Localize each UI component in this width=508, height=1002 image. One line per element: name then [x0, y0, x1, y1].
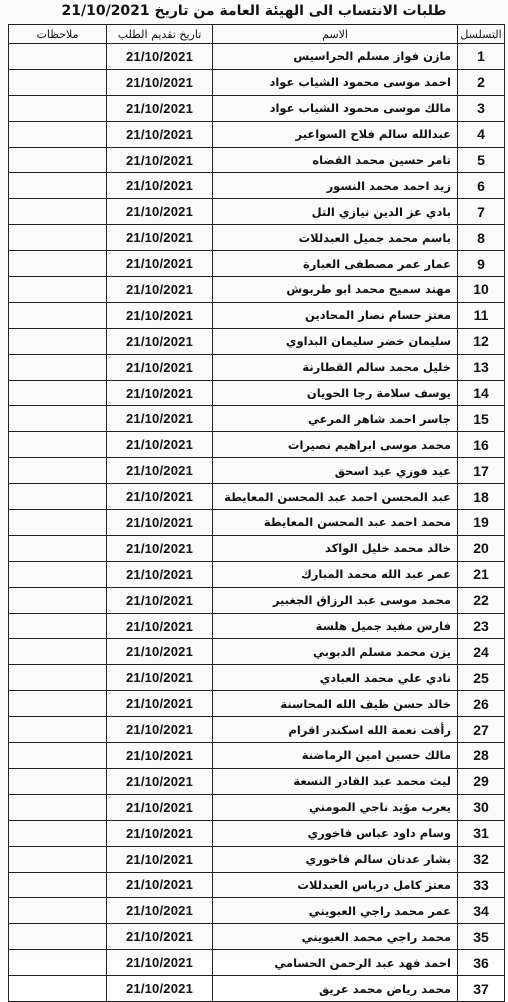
cell-name: عبدالله سالم فلاح السواعير — [213, 121, 458, 147]
cell-date: 21/10/2021 — [107, 95, 213, 121]
cell-name: مالك حسين امين الرماضنة — [213, 743, 458, 769]
cell-seq: 34 — [458, 898, 505, 924]
cell-date: 21/10/2021 — [107, 587, 213, 613]
cell-date: 21/10/2021 — [107, 251, 213, 277]
cell-seq: 15 — [458, 406, 505, 432]
cell-seq: 11 — [458, 302, 505, 328]
cell-notes — [9, 354, 107, 380]
cell-notes — [9, 251, 107, 277]
cell-name: عمار عمر مصطفى العبارة — [213, 251, 458, 277]
cell-date: 21/10/2021 — [107, 121, 213, 147]
table-row — [9, 95, 505, 121]
table-row — [9, 199, 505, 225]
cell-seq: 4 — [458, 121, 505, 147]
cell-date: 21/10/2021 — [107, 484, 213, 510]
cell-notes — [9, 484, 107, 510]
header-name: الاسم — [213, 25, 458, 44]
cell-notes — [9, 406, 107, 432]
cell-seq: 30 — [458, 794, 505, 820]
cell-name: نادي علي محمد العبادي — [213, 665, 458, 691]
cell-seq: 5 — [458, 147, 505, 173]
cell-name: مالك موسى محمود الشياب عواد — [213, 95, 458, 121]
cell-notes — [9, 95, 107, 121]
cell-notes — [9, 691, 107, 717]
cell-name: احمد موسى محمود الشياب عواد — [213, 69, 458, 95]
cell-name: فارس مفيد جميل هلسة — [213, 613, 458, 639]
table-header-row — [9, 25, 505, 44]
table-row — [9, 173, 505, 199]
cell-name: تامر حسين محمد القضاه — [213, 147, 458, 173]
cell-notes — [9, 302, 107, 328]
cell-notes — [9, 328, 107, 354]
cell-seq: 1 — [458, 44, 505, 70]
table-row — [9, 846, 505, 872]
cell-date: 21/10/2021 — [107, 277, 213, 303]
cell-seq: 21 — [458, 561, 505, 587]
cell-notes — [9, 950, 107, 976]
cell-seq: 31 — [458, 820, 505, 846]
cell-seq: 13 — [458, 354, 505, 380]
cell-notes — [9, 587, 107, 613]
cell-date: 21/10/2021 — [107, 354, 213, 380]
cell-date: 21/10/2021 — [107, 380, 213, 406]
cell-name: ليث محمد عبد القادر النسعة — [213, 768, 458, 794]
cell-date: 21/10/2021 — [107, 225, 213, 251]
cell-seq: 24 — [458, 639, 505, 665]
cell-name: عمر محمد راجي العبويني — [213, 898, 458, 924]
cell-notes — [9, 199, 107, 225]
cell-seq: 25 — [458, 665, 505, 691]
cell-seq: 16 — [458, 432, 505, 458]
table-row — [9, 872, 505, 898]
cell-seq: 2 — [458, 69, 505, 95]
cell-name: خالد محمد خليل الواكد — [213, 535, 458, 561]
table-row — [9, 484, 505, 510]
table-row — [9, 768, 505, 794]
table-row — [9, 639, 505, 665]
table-row — [9, 380, 505, 406]
cell-notes — [9, 535, 107, 561]
table-row — [9, 406, 505, 432]
membership-table — [8, 24, 505, 1002]
cell-name: مهند سميح محمد ابو طربوش — [213, 277, 458, 303]
cell-date: 21/10/2021 — [107, 173, 213, 199]
cell-date: 21/10/2021 — [107, 872, 213, 898]
cell-notes — [9, 768, 107, 794]
cell-name: محمد راجي محمد العبويني — [213, 924, 458, 950]
table-row — [9, 328, 505, 354]
cell-name: خليل محمد سالم القطارنة — [213, 354, 458, 380]
cell-name: محمد احمد عبد المحسن المعايطة — [213, 510, 458, 536]
cell-notes — [9, 44, 107, 70]
cell-name: بادي عز الدين نيازي التل — [213, 199, 458, 225]
cell-name: رأفت نعمة الله اسكندر اقرام — [213, 717, 458, 743]
cell-name: عيد فوزي عيد اسحق — [213, 458, 458, 484]
table-row — [9, 121, 505, 147]
cell-notes — [9, 639, 107, 665]
table-row — [9, 432, 505, 458]
table-row — [9, 147, 505, 173]
cell-seq: 35 — [458, 924, 505, 950]
cell-date: 21/10/2021 — [107, 794, 213, 820]
cell-name: وسام داود عباس فاخوري — [213, 820, 458, 846]
cell-date: 21/10/2021 — [107, 510, 213, 536]
cell-name: جاسر احمد شاهر المرعي — [213, 406, 458, 432]
table-row — [9, 794, 505, 820]
cell-seq: 36 — [458, 950, 505, 976]
cell-notes — [9, 820, 107, 846]
cell-date: 21/10/2021 — [107, 535, 213, 561]
cell-notes — [9, 743, 107, 769]
table-row — [9, 69, 505, 95]
cell-seq: 32 — [458, 846, 505, 872]
cell-name: محمد موسى عبد الرزاق الجغبير — [213, 587, 458, 613]
cell-name: معتز كامل درباس العبدللات — [213, 872, 458, 898]
cell-seq: 28 — [458, 743, 505, 769]
cell-name: زيد احمد محمد النسور — [213, 173, 458, 199]
table-row — [9, 691, 505, 717]
cell-notes — [9, 121, 107, 147]
cell-seq: 29 — [458, 768, 505, 794]
cell-date: 21/10/2021 — [107, 147, 213, 173]
table-row — [9, 510, 505, 536]
cell-name: خالد حسن ظيف الله المحاسنة — [213, 691, 458, 717]
cell-seq: 10 — [458, 277, 505, 303]
cell-seq: 26 — [458, 691, 505, 717]
table-row — [9, 302, 505, 328]
cell-notes — [9, 846, 107, 872]
table-row — [9, 561, 505, 587]
cell-seq: 27 — [458, 717, 505, 743]
cell-notes — [9, 613, 107, 639]
cell-notes — [9, 924, 107, 950]
cell-date: 21/10/2021 — [107, 199, 213, 225]
cell-seq: 7 — [458, 199, 505, 225]
cell-notes — [9, 561, 107, 587]
cell-name: محمد موسى ابراهيم نصيرات — [213, 432, 458, 458]
cell-date: 21/10/2021 — [107, 691, 213, 717]
cell-name: عمر عبد الله محمد المبارك — [213, 561, 458, 587]
cell-date: 21/10/2021 — [107, 458, 213, 484]
cell-date: 21/10/2021 — [107, 328, 213, 354]
cell-date: 21/10/2021 — [107, 924, 213, 950]
cell-notes — [9, 872, 107, 898]
table-row — [9, 277, 505, 303]
cell-notes — [9, 976, 107, 1002]
cell-notes — [9, 898, 107, 924]
cell-seq: 20 — [458, 535, 505, 561]
cell-name: عبد المحسن احمد عبد المحسن المعايطة — [213, 484, 458, 510]
cell-notes — [9, 717, 107, 743]
table-row — [9, 717, 505, 743]
table-row — [9, 44, 505, 70]
cell-name: محمد رياض محمد عريق — [213, 976, 458, 1002]
cell-seq: 37 — [458, 976, 505, 1002]
cell-name: معتز حسام نصار المحادين — [213, 302, 458, 328]
header-seq: التسلسل — [458, 25, 505, 44]
cell-seq: 8 — [458, 225, 505, 251]
cell-date: 21/10/2021 — [107, 976, 213, 1002]
table-row — [9, 535, 505, 561]
cell-name: سليمان خضر سليمان البداوي — [213, 328, 458, 354]
cell-date: 21/10/2021 — [107, 768, 213, 794]
cell-seq: 33 — [458, 872, 505, 898]
cell-notes — [9, 173, 107, 199]
cell-seq: 14 — [458, 380, 505, 406]
cell-notes — [9, 458, 107, 484]
cell-notes — [9, 432, 107, 458]
cell-seq: 6 — [458, 173, 505, 199]
table-row — [9, 950, 505, 976]
cell-seq: 17 — [458, 458, 505, 484]
cell-date: 21/10/2021 — [107, 639, 213, 665]
cell-date: 21/10/2021 — [107, 613, 213, 639]
cell-seq: 3 — [458, 95, 505, 121]
table-row — [9, 743, 505, 769]
table-row — [9, 613, 505, 639]
cell-date: 21/10/2021 — [107, 717, 213, 743]
header-notes: ملاحظات — [9, 25, 107, 44]
cell-name: بشار عدنان سالم فاخوري — [213, 846, 458, 872]
cell-seq: 12 — [458, 328, 505, 354]
cell-notes — [9, 794, 107, 820]
cell-notes — [9, 665, 107, 691]
cell-date: 21/10/2021 — [107, 406, 213, 432]
cell-notes — [9, 380, 107, 406]
cell-date: 21/10/2021 — [107, 432, 213, 458]
cell-seq: 22 — [458, 587, 505, 613]
cell-seq: 23 — [458, 613, 505, 639]
table-row — [9, 976, 505, 1002]
header-date: تاريخ تقديم الطلب — [107, 25, 213, 44]
cell-date: 21/10/2021 — [107, 44, 213, 70]
table-row — [9, 587, 505, 613]
table-row — [9, 820, 505, 846]
table-row — [9, 924, 505, 950]
cell-notes — [9, 225, 107, 251]
cell-date: 21/10/2021 — [107, 950, 213, 976]
table-row — [9, 225, 505, 251]
table-row — [9, 251, 505, 277]
cell-seq: 18 — [458, 484, 505, 510]
cell-name: يزن محمد مسلم الدبوبي — [213, 639, 458, 665]
cell-name: احمد فهد عبد الرحمن الحسامي — [213, 950, 458, 976]
table-row — [9, 354, 505, 380]
table-body — [9, 44, 505, 1002]
cell-notes — [9, 510, 107, 536]
cell-date: 21/10/2021 — [107, 665, 213, 691]
cell-date: 21/10/2021 — [107, 898, 213, 924]
table-row — [9, 458, 505, 484]
document-title: طلبات الانتساب الى الهيئة العامة من تاريخ 21/10/2021 — [61, 3, 447, 19]
table-row — [9, 665, 505, 691]
cell-date: 21/10/2021 — [107, 743, 213, 769]
cell-date: 21/10/2021 — [107, 69, 213, 95]
cell-date: 21/10/2021 — [107, 302, 213, 328]
cell-name: مازن فواز مسلم الحراسيس — [213, 44, 458, 70]
cell-seq: 9 — [458, 251, 505, 277]
cell-notes — [9, 277, 107, 303]
cell-seq: 19 — [458, 510, 505, 536]
table-row — [9, 898, 505, 924]
cell-date: 21/10/2021 — [107, 820, 213, 846]
cell-name: يوسف سلامة رجا الحويان — [213, 380, 458, 406]
cell-notes — [9, 69, 107, 95]
cell-name: يعرب مؤيد ناجي المومني — [213, 794, 458, 820]
cell-name: باسم محمد جميل العبدللات — [213, 225, 458, 251]
cell-notes — [9, 147, 107, 173]
cell-date: 21/10/2021 — [107, 561, 213, 587]
cell-date: 21/10/2021 — [107, 846, 213, 872]
